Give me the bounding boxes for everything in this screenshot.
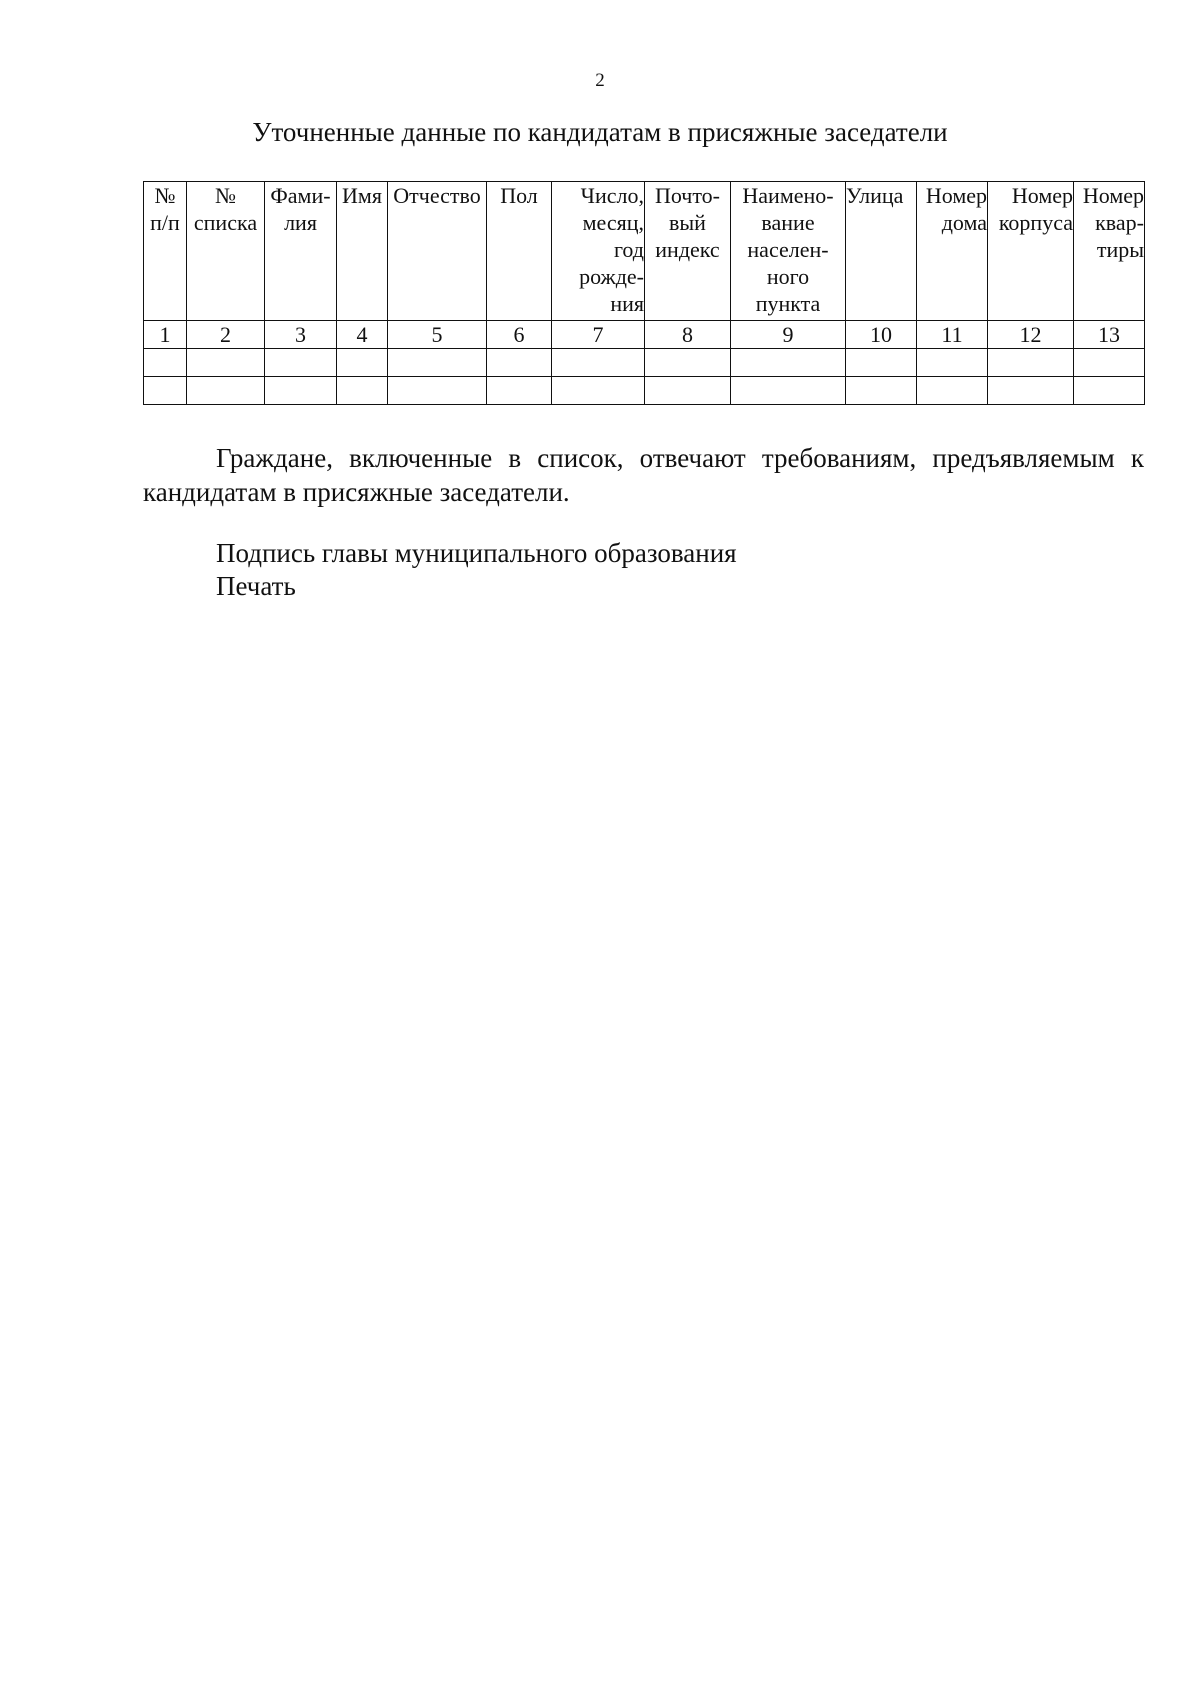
table-header-row — [144, 182, 1145, 321]
table-row — [144, 377, 1145, 405]
table-cell — [487, 377, 552, 405]
page-number: 2 — [595, 70, 605, 91]
column-number: 11 — [917, 321, 988, 349]
header-list-number: № списка — [187, 182, 265, 321]
column-number: 2 — [187, 321, 265, 349]
table-cell — [337, 377, 388, 405]
compliance-statement: Граждане, включенные в список, отвечают требованиям, предъявляемым к кандидатам в присяжные заседатели. — [143, 443, 1144, 507]
table-cell — [917, 349, 988, 377]
header-postal-code: Почто- вый индекс — [645, 182, 731, 321]
header-apartment-number: Номер квар- тиры — [1074, 182, 1145, 321]
stamp-line: Печать — [216, 571, 296, 601]
table-cell — [187, 377, 265, 405]
column-number: 12 — [988, 321, 1074, 349]
header-patronymic: Отчество — [388, 182, 487, 321]
table-cell — [645, 377, 731, 405]
header-first-name: Имя — [337, 182, 388, 321]
table-cell — [846, 349, 917, 377]
header-locality: Наимено- вание населен- ного пункта — [731, 182, 846, 321]
header-building-number: Номер корпуса — [988, 182, 1074, 321]
column-number: 4 — [337, 321, 388, 349]
column-number: 6 — [487, 321, 552, 349]
table-cell — [388, 349, 487, 377]
column-number: 3 — [265, 321, 337, 349]
header-birth-date: Число, месяц, год рожде- ния — [552, 182, 645, 321]
table-cell — [187, 349, 265, 377]
table-cell — [552, 377, 645, 405]
table-cell — [552, 349, 645, 377]
table-cell — [645, 349, 731, 377]
table-cell — [1074, 349, 1145, 377]
signature-line: Подпись главы муниципального образования — [216, 538, 737, 568]
column-number: 1 — [144, 321, 187, 349]
table-cell — [388, 377, 487, 405]
table-cell — [487, 349, 552, 377]
column-number-row — [144, 321, 1145, 349]
column-number: 5 — [388, 321, 487, 349]
header-house-number: Номер дома — [917, 182, 988, 321]
table-cell — [265, 377, 337, 405]
table-cell — [988, 377, 1074, 405]
table-cell — [846, 377, 917, 405]
table-cell — [144, 349, 187, 377]
table-cell — [988, 349, 1074, 377]
table-cell — [917, 377, 988, 405]
table-row — [144, 349, 1145, 377]
column-number: 8 — [645, 321, 731, 349]
table-cell — [337, 349, 388, 377]
column-number: 10 — [846, 321, 917, 349]
document-title: Уточненные данные по кандидатам в присяжные заседатели — [252, 117, 948, 147]
column-number: 9 — [731, 321, 846, 349]
table-cell — [731, 349, 846, 377]
candidates-table — [143, 181, 1145, 405]
column-number: 13 — [1074, 321, 1145, 349]
header-sex: Пол — [487, 182, 552, 321]
header-row-index: № п/п — [144, 182, 187, 321]
header-surname: Фами- лия — [265, 182, 337, 321]
column-number: 7 — [552, 321, 645, 349]
table-cell — [265, 349, 337, 377]
header-street: Улица — [846, 182, 917, 321]
table-cell — [731, 377, 846, 405]
table-cell — [1074, 377, 1145, 405]
table-cell — [144, 377, 187, 405]
